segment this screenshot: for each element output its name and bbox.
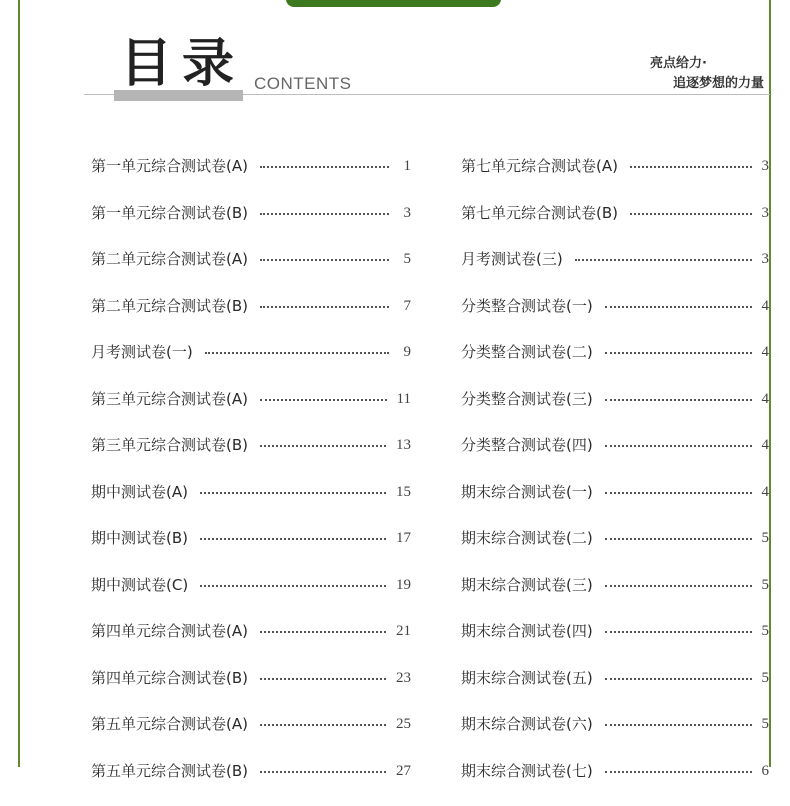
toc-entry[interactable] [91, 481, 411, 528]
toc-entry-page: 5 [762, 527, 770, 549]
toc-entry[interactable] [91, 667, 411, 714]
toc-entry-title: 分类整合测试卷(三) [461, 388, 593, 410]
toc-entry-page: 4 [762, 481, 770, 503]
toc-entry[interactable] [91, 202, 411, 249]
toc-entry-page: 4 [762, 295, 770, 317]
toc-leader-dots [605, 388, 752, 401]
toc-entry-page: 11 [397, 388, 411, 410]
toc-leader-dots [605, 760, 752, 773]
toc-leader-dots [605, 434, 752, 447]
toc-entry[interactable] [461, 574, 769, 621]
toc-leader-dots [575, 248, 752, 261]
toc-entry-title: 月考测试卷(一) [91, 341, 193, 363]
toc-entry[interactable] [461, 620, 769, 667]
toc-leader-dots [605, 574, 752, 587]
slogan-line-2: 追逐梦想的力量 [673, 72, 769, 91]
toc-entry-page: 3 [762, 248, 770, 270]
toc-entry[interactable] [91, 527, 411, 574]
toc-leader-dots [200, 574, 386, 587]
toc-entry-title: 第一单元综合测试卷(A) [91, 155, 248, 177]
toc-entry-title: 期末综合测试卷(五) [461, 667, 593, 689]
toc-entry-page: 7 [399, 295, 411, 317]
toc-entry-page: 23 [396, 667, 411, 689]
top-tab-decoration [286, 0, 501, 7]
toc-left-column [91, 155, 411, 806]
toc-entry-page: 27 [396, 760, 411, 782]
toc-entry-page: 21 [396, 620, 411, 642]
toc-entry-title: 分类整合测试卷(四) [461, 434, 593, 456]
page-frame-right [769, 0, 771, 767]
toc-entry[interactable] [461, 667, 769, 714]
toc-entry[interactable] [91, 248, 411, 295]
toc-leader-dots [630, 202, 752, 215]
page-frame-left [18, 0, 20, 767]
toc-leader-dots [260, 155, 389, 168]
toc-entry-page: 19 [396, 574, 411, 596]
toc-entry-page: 4 [762, 341, 770, 363]
toc-entry-title: 期末综合测试卷(三) [461, 574, 593, 596]
toc-entry[interactable] [461, 481, 769, 528]
toc-entry-title: 期中测试卷(C) [91, 574, 188, 596]
toc-leader-dots [605, 527, 752, 540]
toc-entry[interactable] [91, 388, 411, 435]
page-subtitle: CONTENTS [254, 74, 352, 94]
toc-entry-title: 第五单元综合测试卷(A) [91, 713, 248, 735]
toc-entry-title: 第五单元综合测试卷(B) [91, 760, 248, 782]
toc-entry[interactable] [91, 434, 411, 481]
toc-entry-title: 第三单元综合测试卷(B) [91, 434, 248, 456]
toc-entry[interactable] [91, 295, 411, 342]
toc-leader-dots [260, 760, 386, 773]
toc-entry-title: 第七单元综合测试卷(A) [461, 155, 618, 177]
toc-leader-dots [260, 202, 389, 215]
toc-entry-title: 期末综合测试卷(一) [461, 481, 593, 503]
toc-entry-page: 5 [762, 667, 770, 689]
toc-leader-dots [260, 713, 386, 726]
toc-entry-page: 4 [762, 388, 770, 410]
toc-entry[interactable] [461, 155, 769, 202]
toc-entry-title: 期中测试卷(B) [91, 527, 188, 549]
toc-entry[interactable] [91, 341, 411, 388]
toc-entry-page: 5 [762, 620, 770, 642]
toc-entry-page: 13 [396, 434, 411, 456]
toc-entry-title: 第二单元综合测试卷(A) [91, 248, 248, 270]
toc-entry-title: 期末综合测试卷(二) [461, 527, 593, 549]
toc-leader-dots [260, 295, 389, 308]
toc-entry-page: 5 [762, 574, 770, 596]
toc-entry-title: 分类整合测试卷(一) [461, 295, 593, 317]
toc-entry-title: 第四单元综合测试卷(A) [91, 620, 248, 642]
toc-entry-title: 第一单元综合测试卷(B) [91, 202, 248, 224]
toc-entry[interactable] [461, 295, 769, 342]
toc-entry-page: 3 [762, 155, 770, 177]
toc-entry[interactable] [461, 527, 769, 574]
toc-entry-title: 月考测试卷(三) [461, 248, 563, 270]
toc-entry-page: 1 [399, 155, 411, 177]
toc-entry-title: 分类整合测试卷(二) [461, 341, 593, 363]
toc-entry[interactable] [461, 388, 769, 435]
toc-leader-dots [200, 527, 386, 540]
toc-entry[interactable] [461, 713, 769, 760]
toc-entry[interactable] [461, 202, 769, 249]
toc-entry-page: 17 [396, 527, 411, 549]
toc-leader-dots [260, 434, 386, 447]
toc-entry-page: 6 [762, 760, 770, 782]
page-header [84, 34, 744, 104]
toc-entry-page: 5 [762, 713, 770, 735]
toc-entry-title: 第二单元综合测试卷(B) [91, 295, 248, 317]
toc-leader-dots [200, 481, 386, 494]
toc-entry[interactable] [91, 620, 411, 667]
toc-entry-title: 第三单元综合测试卷(A) [91, 388, 248, 410]
toc-entry-page: 15 [396, 481, 411, 503]
toc-entry[interactable] [461, 248, 769, 295]
toc-entry[interactable] [461, 434, 769, 481]
slogan-line-1: 亮点给力· [650, 52, 707, 71]
toc-leader-dots [260, 388, 387, 401]
toc-leader-dots [605, 481, 752, 494]
toc-entry[interactable] [91, 760, 411, 806]
toc-leader-dots [260, 248, 389, 261]
toc-entry-page: 4 [762, 434, 770, 456]
toc-leader-dots [630, 155, 752, 168]
toc-leader-dots [605, 341, 752, 354]
toc-entry-title: 期末综合测试卷(四) [461, 620, 593, 642]
toc-leader-dots [260, 620, 386, 633]
toc-entry-page: 3 [399, 202, 411, 224]
toc-right-column [461, 155, 769, 806]
toc-entry-title: 第四单元综合测试卷(B) [91, 667, 248, 689]
toc-entry-page: 5 [399, 248, 411, 270]
toc-leader-dots [605, 713, 752, 726]
toc-entry[interactable] [91, 155, 411, 202]
toc-entry[interactable] [461, 341, 769, 388]
toc-entry[interactable] [91, 574, 411, 621]
toc-entry-title: 第七单元综合测试卷(B) [461, 202, 618, 224]
page-title: 目录 [120, 34, 244, 94]
toc-leader-dots [260, 667, 386, 680]
toc-leader-dots [205, 341, 389, 354]
toc-entry-title: 期中测试卷(A) [91, 481, 188, 503]
toc-entry-page: 3 [762, 202, 770, 224]
toc-entry[interactable] [91, 713, 411, 760]
toc-entry-title: 期末综合测试卷(七) [461, 760, 593, 782]
toc-leader-dots [605, 620, 752, 633]
toc-entry-page: 9 [399, 341, 411, 363]
toc-entry-page: 25 [396, 713, 411, 735]
toc-leader-dots [605, 295, 752, 308]
toc-entry[interactable] [461, 760, 769, 806]
toc-leader-dots [605, 667, 752, 680]
toc-entry-title: 期末综合测试卷(六) [461, 713, 593, 735]
